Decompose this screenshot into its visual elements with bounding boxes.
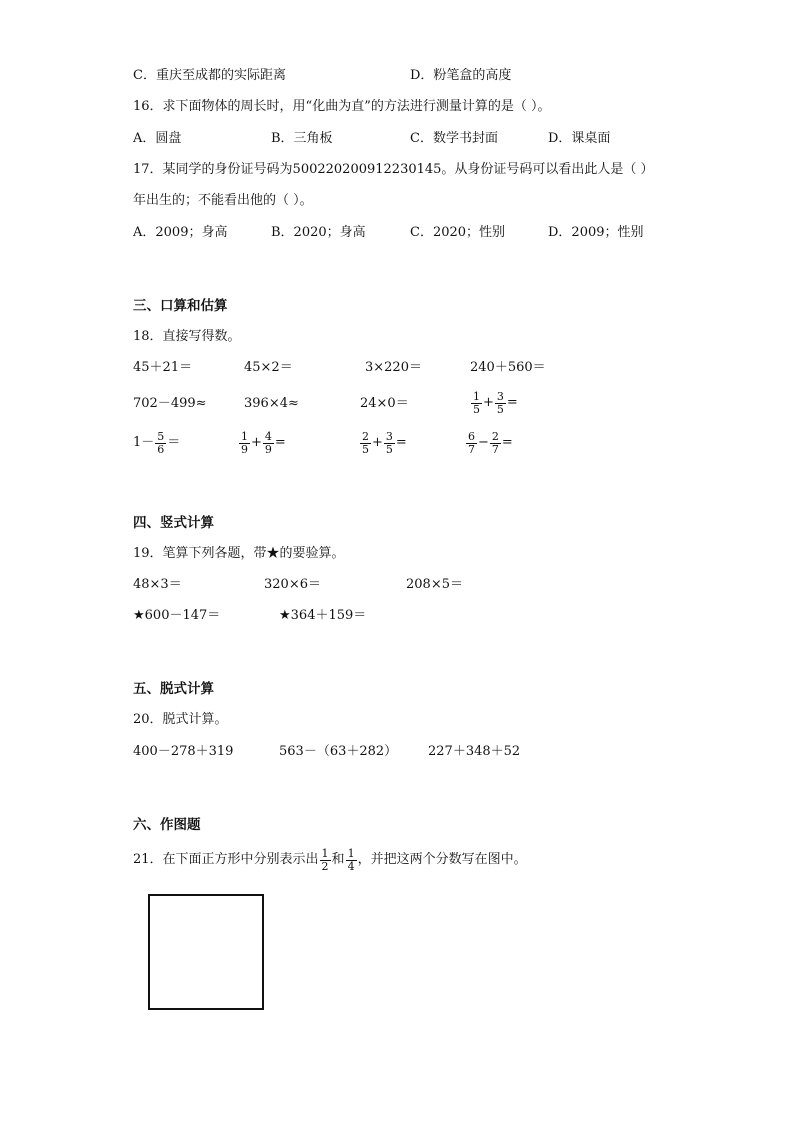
- equals-sign: =: [501, 435, 513, 450]
- denominator: 2: [321, 859, 329, 873]
- section-4-heading: 四、竖式计算: [133, 515, 214, 531]
- q17-option-c: C．2020；性别: [410, 225, 506, 240]
- numerator: 6: [468, 429, 475, 443]
- fraction-expression: [465, 428, 513, 459]
- q21-text-and: 和: [331, 852, 345, 867]
- written-calc-item: ★364＋159＝: [279, 608, 367, 623]
- mental-math-item: 702－499≈: [133, 396, 207, 411]
- equals-sign: =: [395, 435, 407, 450]
- q16-option-d: D．课桌面: [548, 131, 611, 146]
- section-3-heading: 三、口算和估算: [133, 298, 228, 314]
- q17-option-d: D．2009；性别: [548, 225, 644, 240]
- fraction: [490, 431, 501, 456]
- mental-math-item: 396×4≈: [244, 396, 299, 411]
- numerator: 3: [385, 429, 393, 443]
- fraction: [239, 431, 250, 456]
- fraction: [466, 431, 477, 456]
- numerator: 1: [473, 389, 480, 403]
- denominator: 5: [385, 442, 393, 456]
- question-20-stem: 20．脱式计算。: [133, 712, 228, 727]
- question-17-stem-line1: 17．某同学的身份证号码为500220200912230145。从身份证号码可以看出此人是（ ）: [133, 162, 654, 177]
- written-calc-item: 320×6＝: [264, 577, 321, 592]
- fraction-expression: [238, 428, 286, 459]
- fraction-expression: [470, 388, 518, 419]
- q21-text-end: ，并把这两个分数写在图中。: [357, 852, 527, 867]
- operator: −: [478, 435, 489, 450]
- stepwise-calc-item: 400－278＋319: [133, 744, 234, 759]
- question-17-stem-line2: 年出生的；不能看出他的（ ）。: [133, 193, 313, 208]
- q17-option-b: B．2020；身高: [271, 225, 366, 240]
- fraction: [384, 431, 395, 456]
- numerator: 4: [264, 429, 272, 443]
- fraction: [155, 431, 166, 456]
- fraction: [495, 391, 506, 416]
- question-18-stem: 18．直接写得数。: [133, 329, 241, 344]
- numerator: 2: [362, 429, 369, 443]
- question-19-stem: 19．笔算下列各题，带★的要验算。: [133, 546, 345, 561]
- q16-option-b: B．三角板: [271, 131, 333, 146]
- written-calc-item: ★600－147＝: [133, 608, 221, 623]
- mental-math-item: 45＋21＝: [133, 360, 193, 375]
- fraction-expression: [359, 428, 407, 459]
- section-5-heading: 五、脱式计算: [133, 681, 214, 697]
- numerator: 1: [321, 846, 329, 860]
- fraction: [360, 431, 371, 456]
- fraction-expression: [133, 428, 180, 459]
- denominator: 6: [157, 442, 165, 456]
- q16-option-c: C．数学书封面: [410, 131, 498, 146]
- q16-option-a: A．圆盘: [133, 131, 182, 146]
- numerator: 3: [496, 389, 504, 403]
- denominator: 5: [362, 442, 369, 456]
- drawing-square: [148, 894, 264, 1010]
- numerator: 1: [241, 429, 248, 443]
- denominator: 7: [468, 442, 475, 456]
- numerator: 1: [347, 846, 355, 860]
- denominator: 9: [241, 442, 248, 456]
- mental-math-item: 45×2＝: [244, 360, 293, 375]
- option-d: D．粉笔盒的高度: [410, 68, 512, 83]
- denominator: 4: [347, 859, 355, 873]
- denominator: 9: [264, 442, 272, 456]
- written-calc-item: 208×5＝: [406, 577, 463, 592]
- equals-sign: ＝: [167, 435, 181, 450]
- q21-text-start: 21．在下面正方形中分别表示出: [133, 852, 319, 867]
- fraction: [471, 391, 482, 416]
- mental-math-item: 240＋560＝: [470, 360, 546, 375]
- mental-math-item: 24×0＝: [360, 396, 409, 411]
- stepwise-calc-item: 227＋348＋52: [428, 744, 521, 759]
- fraction-one-quarter: [346, 848, 357, 873]
- question-16-stem: 16．求下面物体的周长时，用“化曲为直”的方法进行测量计算的是（ ）。: [133, 99, 551, 114]
- operator: +: [251, 435, 262, 450]
- operator: +: [483, 395, 494, 410]
- stepwise-calc-item: 563－（63＋282）: [279, 744, 398, 759]
- numerator: 5: [157, 429, 165, 443]
- operator: +: [372, 435, 383, 450]
- section-6-heading: 六、作图题: [133, 817, 201, 833]
- mental-math-item: 3×220＝: [365, 360, 422, 375]
- q17-option-a: A．2009；身高: [133, 225, 228, 240]
- denominator: 5: [473, 402, 480, 416]
- question-21-stem: [133, 845, 527, 876]
- fraction-one-half: [320, 848, 331, 873]
- denominator: 5: [496, 402, 504, 416]
- equals-sign: =: [274, 435, 286, 450]
- denominator: 7: [491, 442, 499, 456]
- equals-sign: =: [506, 395, 518, 410]
- whole-number-minus: 1－: [133, 435, 155, 450]
- written-calc-item: 48×3＝: [133, 577, 182, 592]
- fraction: [263, 431, 274, 456]
- option-c: C．重庆至成都的实际距离: [133, 68, 286, 83]
- numerator: 2: [491, 429, 499, 443]
